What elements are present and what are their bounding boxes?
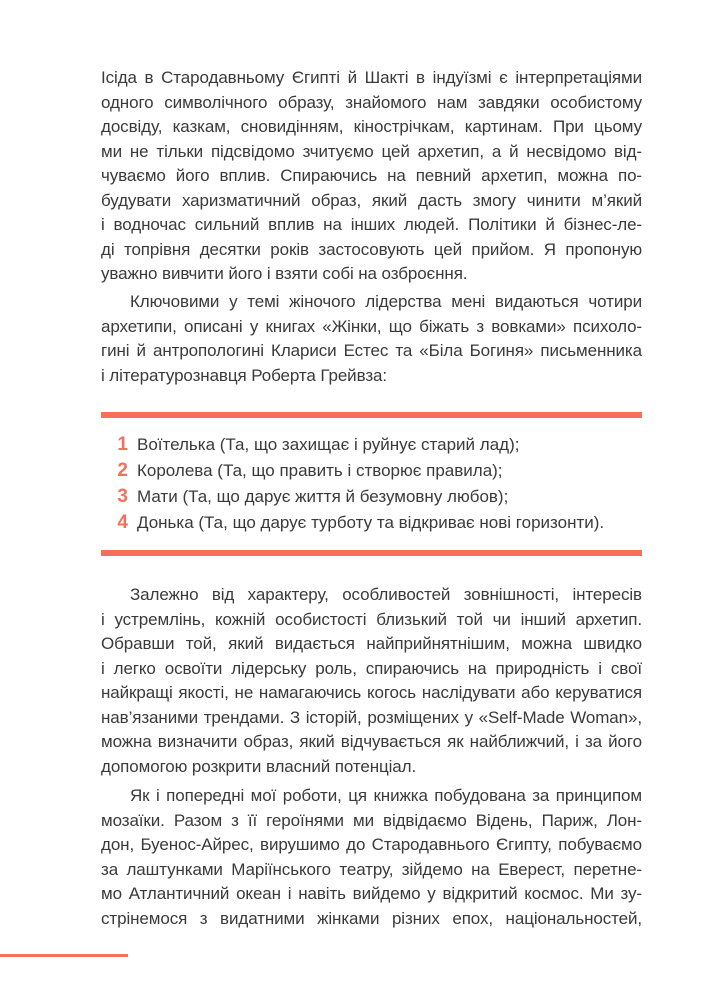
body-paragraph-4 <box>101 784 642 931</box>
list-item <box>108 484 642 510</box>
list-number: 3 <box>117 486 128 507</box>
text-line: Залежно від характеру, особливостей зовнішності, інтересів <box>130 585 642 604</box>
text-line: Ключовими у темі жіночого лідерства мені видаються чотири <box>130 292 642 311</box>
list-item-text: Донька (Та, що дарує турботу та відкриває нові горизонти). <box>137 513 605 532</box>
text-line: найкращі якості, не намагаючись когось наслідувати або керуватися <box>101 683 642 702</box>
text-line: стрінемося з видатними жінками різних епох, національностей, <box>101 908 642 928</box>
text-line: досвіду, казкам, сновидінням, кінострічкам, картинам. При цьому <box>101 117 642 136</box>
text-line: мозаїки. Разом з її героїнями ми відвідаємо Відень, Париж, Лон- <box>101 810 642 830</box>
body-paragraph-3 <box>101 583 642 779</box>
list-number: 1 <box>117 434 128 455</box>
text-line: і устремлінь, кожній особистості близький той чи інший архетип. <box>101 609 642 629</box>
text-line: і легко освоїти лідерську роль, спираючись на природність і свої <box>101 658 642 678</box>
text-line: ми не тільки підсвідомо зчитуємо цей архетип, а й несвідомо від- <box>101 141 642 161</box>
text-line: архетипи, описані у книгах «Жінки, що біжать з вовками» психоло- <box>101 316 642 336</box>
text-line: допомогою розкрити власний потенціал. <box>101 756 417 776</box>
archetype-list <box>108 432 642 536</box>
text-line: і водночас сильний вплив на інших людей. Політики й бізнес-ле- <box>101 215 642 234</box>
text-line: гині й антропологині Клариси Естес та «Біла Богиня» письменника <box>101 341 642 360</box>
list-number: 4 <box>117 512 128 533</box>
list-bottom-divider <box>101 550 642 556</box>
body-paragraph-1 <box>101 66 642 287</box>
text-line: дон, Буенос-Айрес, вирушимо до Стародавнього Єгипту, побуваємо <box>101 835 642 854</box>
list-item <box>108 432 642 458</box>
list-item-text: Мати (Та, що дарує життя й безумовну любов); <box>137 487 509 506</box>
list-item-text: Воїтелька (Та, що захищає і руйнує старий лад); <box>137 435 520 454</box>
text-line: можна визначити образ, який відчувається як найближчий, і за його <box>101 732 642 751</box>
text-line: будувати харизматичний образ, який дасть змогу чинити м’який <box>101 190 642 210</box>
text-line: Як і попередні мої роботи, ця книжка побудована за принципом <box>130 786 642 805</box>
body-paragraph-2 <box>101 290 642 388</box>
list-item <box>108 458 642 484</box>
text-line: за лаштунками Маріїнського театру, зійдемо на Еверест, перетне- <box>101 859 642 879</box>
text-line: і літературознавця Роберта Грейвза: <box>101 365 387 385</box>
list-item-text: Королева (Та, що править і створює правила); <box>137 461 503 480</box>
text-line: Обравши той, який видається найприйнятнішим, можна швидко <box>101 634 642 653</box>
text-line: уважно вивчити його і взяти собі на озброєння. <box>101 264 468 283</box>
text-line: Ісіда в Стародавньому Єгипті й Шакті в індуїзмі є інтерпретаціями <box>101 68 642 87</box>
text-line: чуваємо його вплив. Спираючись на певний архетип, можна по- <box>101 166 642 185</box>
text-line: ді топрівня десятки років застосовують цей прийом. Я пропоную <box>101 239 642 259</box>
list-top-divider <box>101 412 642 418</box>
text-line: нав’язаними трендами. З історій, розміщених у «Self-Made Woman», <box>101 707 642 727</box>
text-line: одного символічного образу, знайомого нам завдяки особистому <box>101 92 642 112</box>
list-number: 2 <box>117 460 128 481</box>
text-line: мо Атлантичний океан і навіть вийдемо у відкритий космос. Ми зу- <box>101 884 642 903</box>
page-corner-accent <box>0 954 128 957</box>
list-item <box>108 510 642 536</box>
